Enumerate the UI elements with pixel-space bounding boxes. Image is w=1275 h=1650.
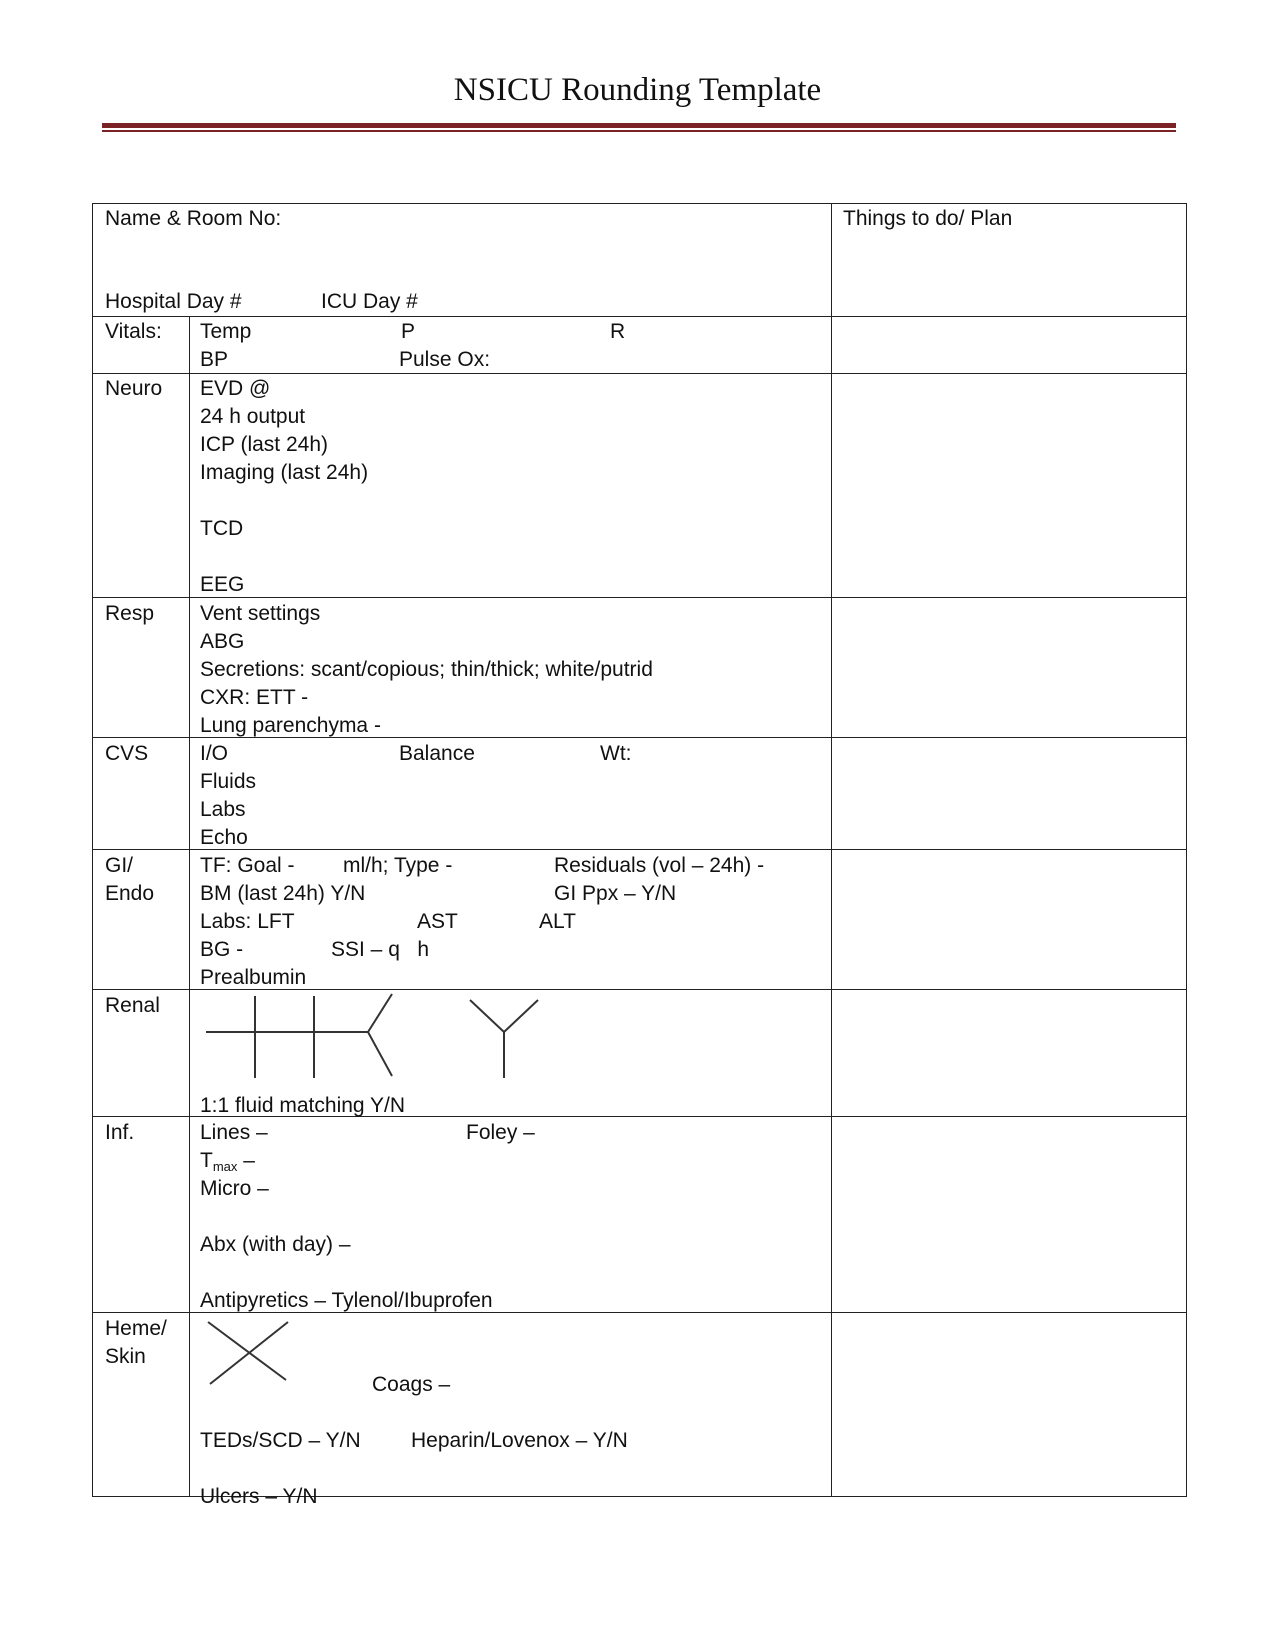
lung-label: Lung parenchyma - [200, 714, 381, 737]
cbc-x-diagram-icon [204, 1318, 294, 1388]
residuals-label: Residuals (vol – 24h) - [554, 854, 765, 877]
secretions-label: Secretions: scant/copious; thin/thick; white/putrid [200, 658, 653, 681]
gi-ppx-label: GI Ppx – Y/N [554, 882, 677, 905]
lft-label: Labs: LFT [200, 910, 295, 933]
inf-label: Inf. [105, 1121, 135, 1144]
renal-label: Renal [105, 994, 160, 1017]
output-label: 24 h output [200, 405, 306, 428]
icu-day-label: ICU Day # [321, 290, 418, 313]
lines-label: Lines – [200, 1121, 268, 1144]
ast-label: AST [417, 910, 458, 933]
name-room-label: Name & Room No: [105, 207, 282, 230]
abg-label: ABG [200, 630, 245, 653]
antipyretics-label: Antipyretics – Tylenol/Ibuprofen [200, 1289, 493, 1312]
resp-label: Resp [105, 602, 155, 625]
row-divider [92, 316, 1187, 317]
bp-label: BP [200, 348, 229, 371]
foley-label: Foley – [466, 1121, 535, 1144]
endo-label: Endo [105, 882, 155, 905]
ssi-label: SSI – q h [331, 938, 430, 961]
table-border-right [1186, 203, 1187, 1497]
tmax-dash: – [237, 1149, 255, 1172]
page-title: NSICU Rounding Template [453, 72, 822, 108]
title-rule-thick [102, 123, 1176, 128]
pulse-ox-label: Pulse Ox: [399, 348, 491, 371]
title-rule-thin [102, 130, 1176, 132]
heparin-label: Heparin/Lovenox – Y/N [411, 1429, 628, 1452]
cvs-label: CVS [105, 742, 149, 765]
vitals-label: Vitals: [105, 320, 162, 343]
echo-label: Echo [200, 826, 248, 849]
imaging-label: Imaging (last 24h) [200, 461, 369, 484]
teds-label: TEDs/SCD – Y/N [200, 1429, 361, 1452]
bm-label: BM (last 24h) Y/N [200, 882, 366, 905]
bmp-fishbone-icon [200, 990, 550, 1090]
table-border-top [92, 203, 1187, 204]
heme-label: Heme/ [105, 1317, 167, 1340]
tmax-subscript: max [212, 1159, 238, 1174]
table-border-left [92, 203, 93, 1497]
skin-label: Skin [105, 1345, 146, 1368]
fluid-matching-label: 1:1 fluid matching Y/N [200, 1094, 406, 1117]
weight-label: Wt: [600, 742, 632, 765]
io-label: I/O [200, 742, 229, 765]
neuro-label: Neuro [105, 377, 163, 400]
row-divider [92, 597, 1187, 598]
pulse-label: P [401, 320, 416, 343]
cxr-label: CXR: ETT - [200, 686, 309, 709]
balance-label: Balance [399, 742, 475, 765]
bg-label: BG - [200, 938, 244, 961]
row-divider [92, 373, 1187, 374]
tcd-label: TCD [200, 517, 244, 540]
tf-type-label: ml/h; Type - [343, 854, 453, 877]
gi-label: GI/ [105, 854, 134, 877]
vent-settings-label: Vent settings [200, 602, 321, 625]
icp-label: ICP (last 24h) [200, 433, 328, 456]
hospital-day-label: Hospital Day # [105, 290, 242, 313]
prealbumin-label: Prealbumin [200, 966, 307, 989]
row-divider [92, 849, 1187, 850]
alt-label: ALT [539, 910, 576, 933]
tmax-main: T [200, 1149, 213, 1172]
temp-label: Temp [200, 320, 252, 343]
evd-label: EVD @ [200, 377, 271, 400]
tf-goal-label: TF: Goal - [200, 854, 295, 877]
abx-label: Abx (with day) – [200, 1233, 351, 1256]
micro-label: Micro – [200, 1177, 269, 1200]
label-column-divider [189, 316, 190, 1496]
cvs-labs-label: Labs [200, 798, 246, 821]
coags-label: Coags – [372, 1373, 451, 1396]
resp-rate-label: R [610, 320, 626, 343]
plan-column-divider [831, 203, 832, 1497]
fluids-label: Fluids [200, 770, 257, 793]
plan-header: Things to do/ Plan [843, 207, 1013, 230]
eeg-label: EEG [200, 573, 245, 596]
ulcers-label: Ulcers – Y/N [200, 1485, 318, 1508]
